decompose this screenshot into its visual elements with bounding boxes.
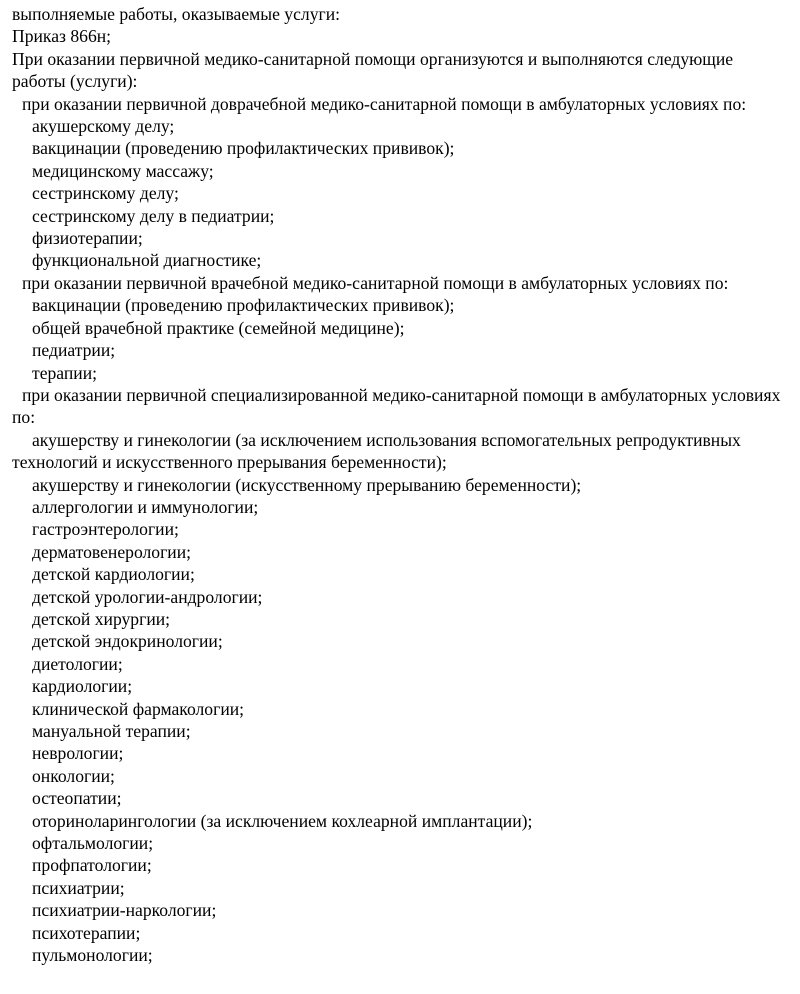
list-item: аллергологии и иммунологии; — [32, 496, 259, 517]
list-item: пульмонологии; — [32, 945, 153, 966]
list-item: диетологии; — [32, 653, 123, 674]
services-label: выполняемые работы, оказываемые услуги: — [12, 4, 341, 24]
list-item: мануальной терапии; — [32, 721, 191, 741]
list-item: остеопатии; — [32, 788, 122, 809]
list-item: функциональной диагностике; — [32, 250, 262, 271]
list-item: физиотерапии; — [32, 228, 143, 249]
intro-statement: При оказании первичной медико-санитарной помощи организуются и выполняются следующие работы (услуги): — [12, 48, 734, 92]
list-item: оториноларингологии (за исключением кохлеарной имплантации); — [32, 810, 533, 831]
list-item: акушерству и гинекологии (искусственному прерыванию беременности); — [32, 474, 582, 495]
list-item: детской эндокринологии; — [32, 631, 223, 652]
list-item: кардиологии; — [32, 676, 133, 697]
list-item: клинической фармакологии; — [32, 698, 245, 719]
list-item: детской кардиологии; — [32, 564, 195, 585]
list-item: акушерскому делу; — [32, 116, 175, 137]
list-item: профпатологии; — [32, 855, 152, 876]
list-item: дерматовенерологии; — [32, 541, 192, 562]
list-item: общей врачебной практике (семейной медицине); — [32, 317, 405, 338]
section-heading: при оказании первичной врачебной медико-санитарной помощи в амбулаторных условиях по: — [22, 272, 729, 293]
section-physician — [12, 272, 790, 384]
list-item: вакцинации (проведению профилактических прививок); — [32, 295, 455, 316]
list-item: сестринскому делу; — [32, 183, 179, 204]
list-item: детской хирургии; — [32, 608, 171, 629]
list-item: психиатрии-наркологии; — [32, 900, 217, 921]
list-item: офтальмологии; — [32, 833, 154, 854]
list-item: психиатрии; — [32, 877, 125, 898]
list-item: детской урологии-андрологии; — [32, 586, 263, 607]
list-item: терапии; — [32, 362, 98, 383]
list-item: онкологии; — [32, 765, 115, 786]
list-item: гастроэнтерологии; — [32, 519, 179, 540]
list-item: сестринскому делу в педиатрии; — [32, 205, 275, 226]
order-reference: Приказ 866н; — [12, 26, 112, 47]
list-item: педиатрии; — [32, 340, 116, 361]
list-item: акушерству и гинекологии (за исключением использования вспомогательных репродуктивных технологий и искусственного прерывания беременности); — [12, 429, 741, 473]
section-heading: при оказании первичной специализированной медико-санитарной помощи в амбулаторных условиях по: — [12, 384, 781, 428]
section-heading: при оказании первичной доврачебной медико-санитарной помощи в амбулаторных условиях по: — [22, 93, 747, 114]
list-item: вакцинации (проведению профилактических прививок); — [32, 138, 455, 159]
section-prehospital — [12, 93, 790, 272]
list-item: психотерапии; — [32, 922, 141, 943]
list-item: медицинскому массажу; — [32, 160, 214, 181]
section-specialized — [12, 384, 790, 967]
list-item: неврологии; — [32, 743, 124, 764]
